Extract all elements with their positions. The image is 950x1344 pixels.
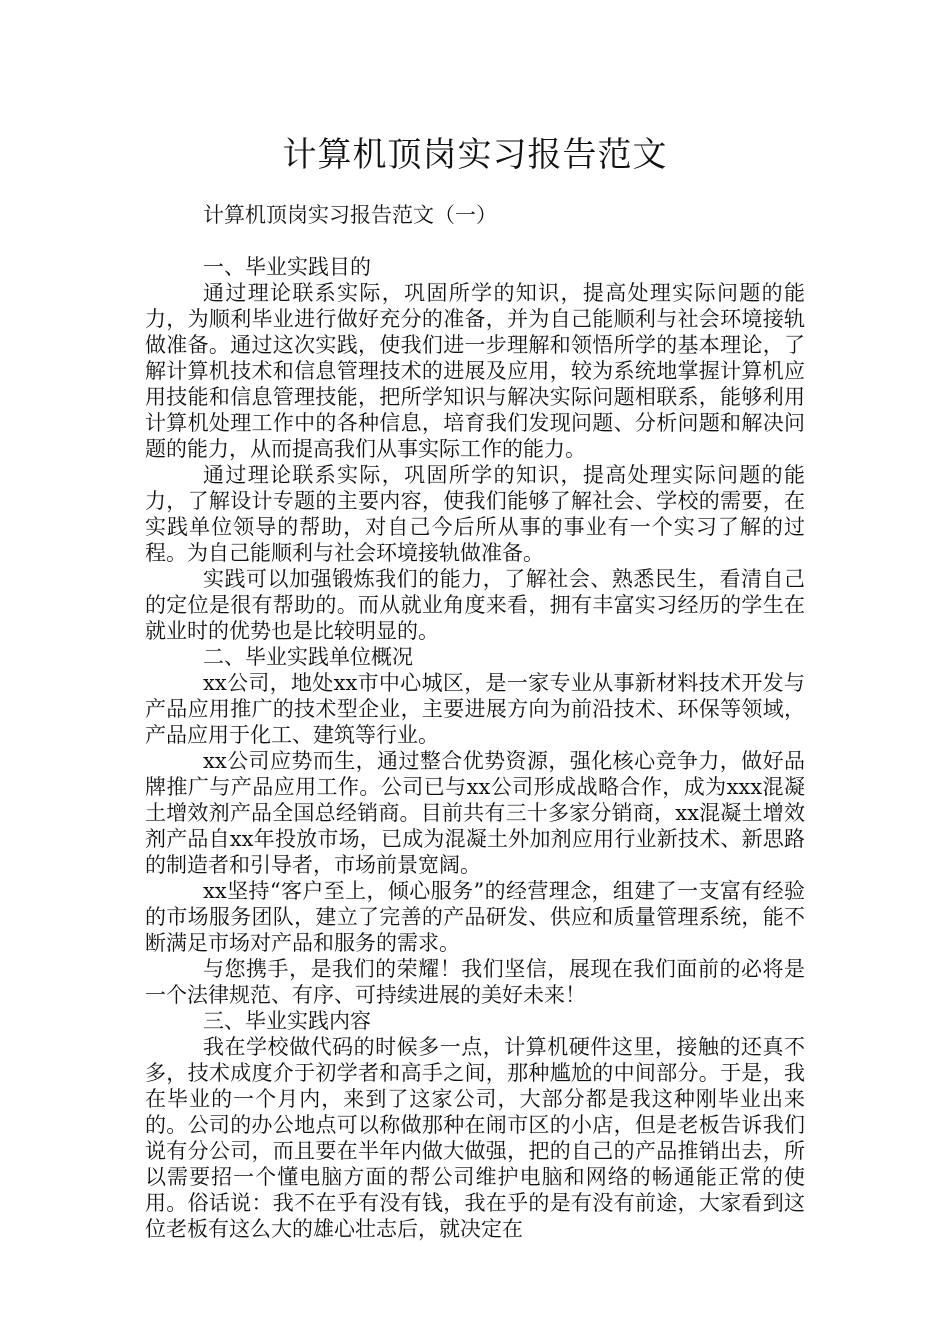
document-page: [145, 120, 805, 1242]
document-subtitle: 计算机顶岗实习报告范文（一）: [203, 203, 497, 227]
paragraph: xx公司，地处xx市中心城区，是一家专业从事新材料技术开发与产品应用推广的技术型企业，主要进展方向为前沿技术、环保等领域，产品应用于化工、建筑等行业。: [145, 671, 805, 747]
document-title: 计算机顶岗实习报告范文: [282, 135, 668, 175]
paragraph: 实践可以加强锻炼我们的能力，了解社会、熟悉民生，看清自己的定位是很有帮助的。而从就业角度来看，拥有丰富实习经历的学生在就业时的优势也是比较明显的。: [145, 567, 805, 643]
section-company-overview: [145, 644, 805, 1008]
section-practice-content: [145, 1008, 805, 1242]
paragraph: 通过理论联系实际，巩固所学的知识，提高处理实际问题的能力，为顺利毕业进行做好充分的准备，并为自己能顺利与社会环境接轨做准备。通过这次实践，使我们进一步理解和领悟所学的基本理论，了解计算机技术和信息管理技术的进展及应用，较为系统地掌握计算机应用技能和信息管理技能，把所学知识与解决实际问题相联系，能够利用计算机处理工作中的各种信息，培育我们发现问题、分析问题和解决问题的能力，从而提高我们从事实际工作的能力。: [145, 281, 805, 461]
paragraph: xx公司应势而生，通过整合优势资源，强化核心竞争力，做好品牌推广与产品应用工作。公司已与xx公司形成战略合作，成为xxx混凝土增效剂产品全国总经销商。目前共有三十多家分销商，xx混凝土增效剂产品自xx年投放市场，已成为混凝土外加剂应用行业新技术、新思路的制造者和引导者，市场前景宽阔。: [145, 749, 805, 877]
paragraph: 我在学校做代码的时候多一点，计算机硬件这里，接触的还真不多，技术成度介于初学者和高手之间，那种尴尬的中间部分。于是，我在毕业的一个月内，来到了这家公司，大部分都是我这种刚毕业出来的。公司的办公地点可以称做那种在闹市区的小店，但是老板告诉我们说有分公司，而且要在半年内做大做强，把的自己的产品推销出去，所以需要招一个懂电脑方面的帮公司维护电脑和网络的畅通能正常的使用。俗话说：我不在乎有没有钱，我在乎的是有没有前途，大家看到这位老板有这么大的雄心壮志后，就决定在: [145, 1035, 805, 1241]
paragraph: xx坚持“客户至上，倾心服务”的经营理念，组建了一支富有经验的市场服务团队，建立了完善的产品研发、供应和质量管理系统，能不断满足市场对产品和服务的需求。: [145, 879, 805, 955]
section-heading: 三、毕业实践内容: [203, 1009, 371, 1033]
paragraph: 与您携手，是我们的荣耀！我们坚信，展现在我们面前的必将是一个法律规范、有序、可持续进展的美好未来！: [145, 957, 805, 1007]
paragraph: 通过理论联系实际，巩固所学的知识，提高处理实际问题的能力，了解设计专题的主要内容，使我们能够了解社会、学校的需要，在实践单位领导的帮助，对自己今后所从事的事业有一个实习了解的过程。为自己能顺利与社会环境接轨做准备。: [145, 463, 805, 565]
section-heading: 一、毕业实践目的: [203, 255, 371, 279]
section-purpose: [145, 254, 805, 644]
section-heading: 二、毕业实践单位概况: [203, 645, 413, 669]
